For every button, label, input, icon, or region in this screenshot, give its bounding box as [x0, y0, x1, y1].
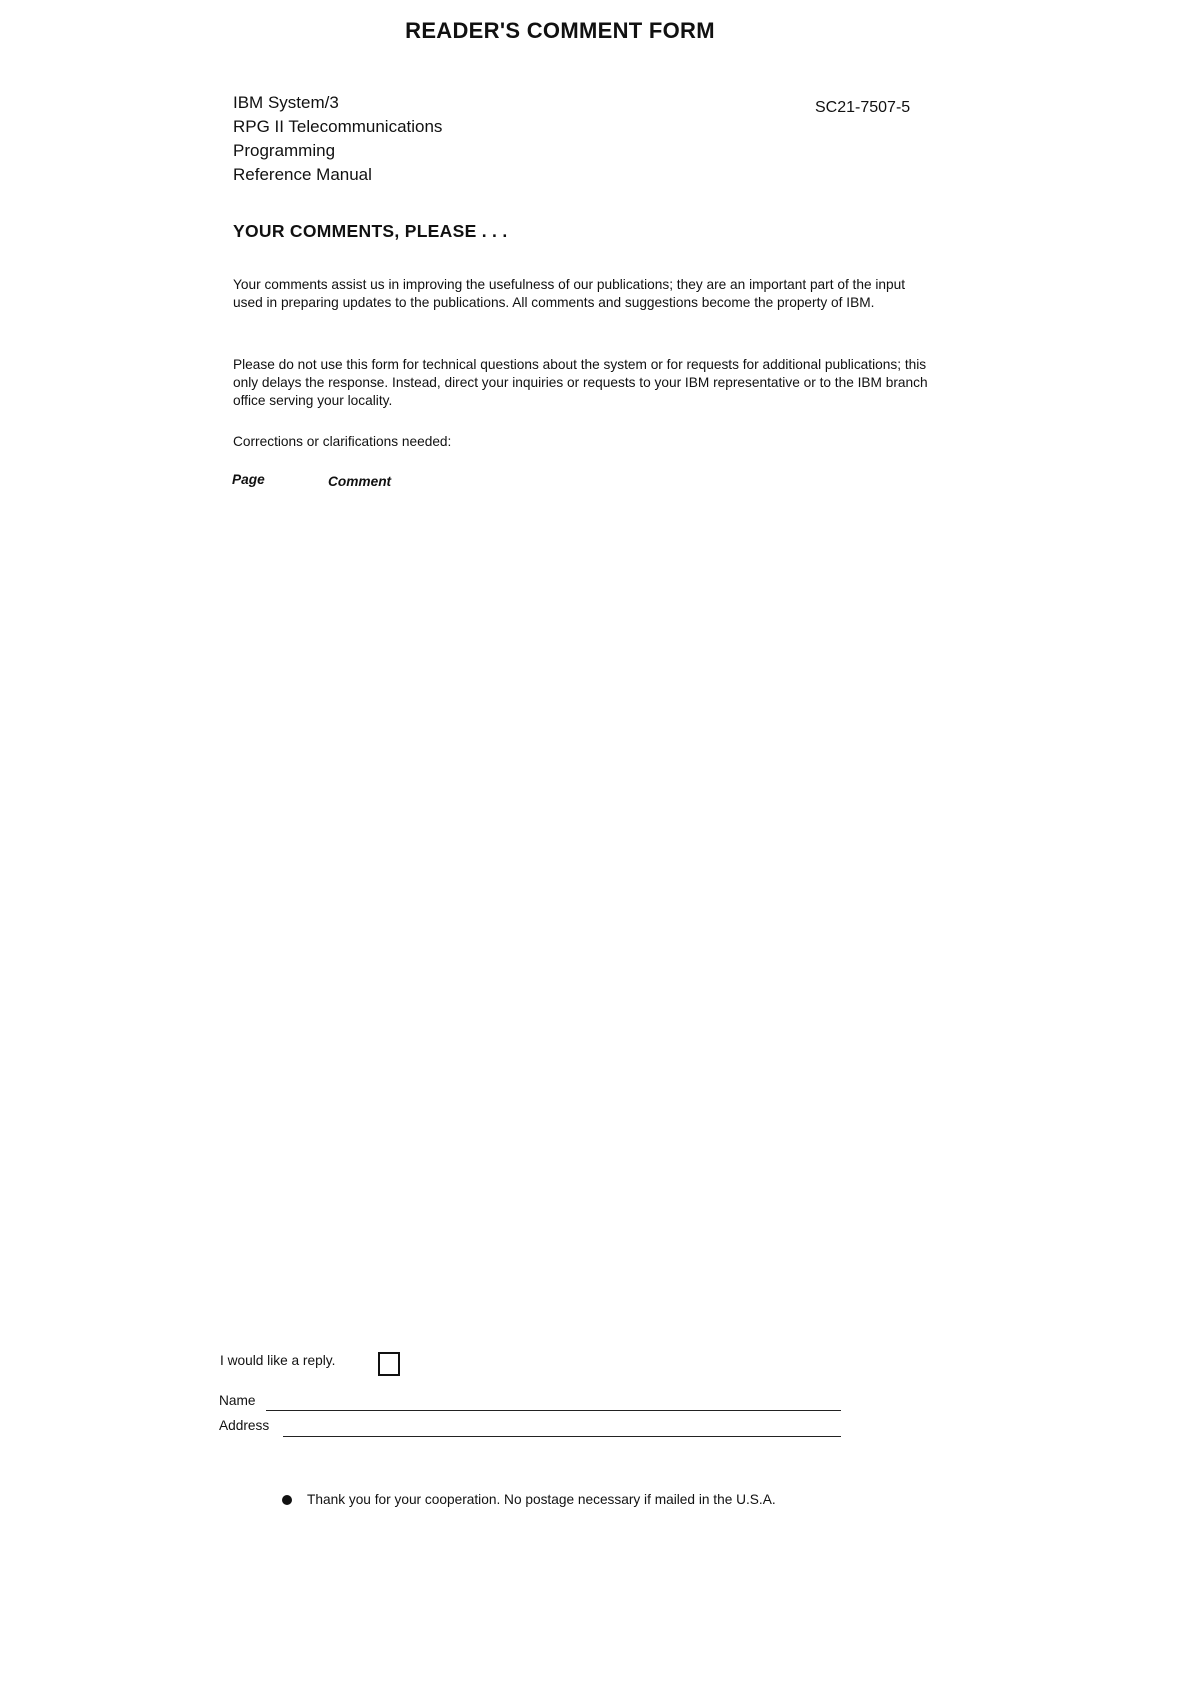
publication-line: Programming	[233, 141, 336, 160]
address-field[interactable]	[283, 1436, 841, 1437]
publication-title-block	[233, 91, 442, 187]
publication-line: Reference Manual	[233, 165, 372, 184]
thank-you-note: Thank you for your cooperation. No postage necessary if mailed in the U.S.A.	[307, 1492, 776, 1507]
reply-checkbox[interactable]	[378, 1352, 400, 1376]
comment-column-header: Comment	[328, 474, 392, 489]
corrections-label: Corrections or clarifications needed:	[233, 434, 452, 449]
instructions-paragraph: Please do not use this form for technical questions about the system or for requests for additional publications; this only delays the response. Instead, direct your inquiries or requests to your IBM representative or to the IBM branch office serving your locality.	[233, 357, 928, 408]
publication-line: IBM System/3	[233, 93, 339, 112]
page-column-header: Page	[232, 472, 265, 487]
form-title: READER'S COMMENT FORM	[405, 18, 715, 43]
publication-line: RPG II Telecommunications	[233, 117, 443, 136]
name-label: Name	[219, 1393, 256, 1408]
bullet-dot-icon	[282, 1495, 292, 1505]
address-label: Address	[219, 1418, 270, 1433]
comment-writing-area[interactable]	[232, 500, 932, 1330]
intro-paragraph: Your comments assist us in improving the usefulness of our publications; they are an important part of the input used in preparing updates to the publications. All comments and suggestions become the property of IBM.	[233, 277, 906, 310]
name-field[interactable]	[266, 1410, 841, 1411]
reply-label: I would like a reply.	[220, 1353, 336, 1368]
form-number: SC21-7507-5	[815, 99, 911, 116]
comments-heading: YOUR COMMENTS, PLEASE . . .	[233, 221, 508, 241]
